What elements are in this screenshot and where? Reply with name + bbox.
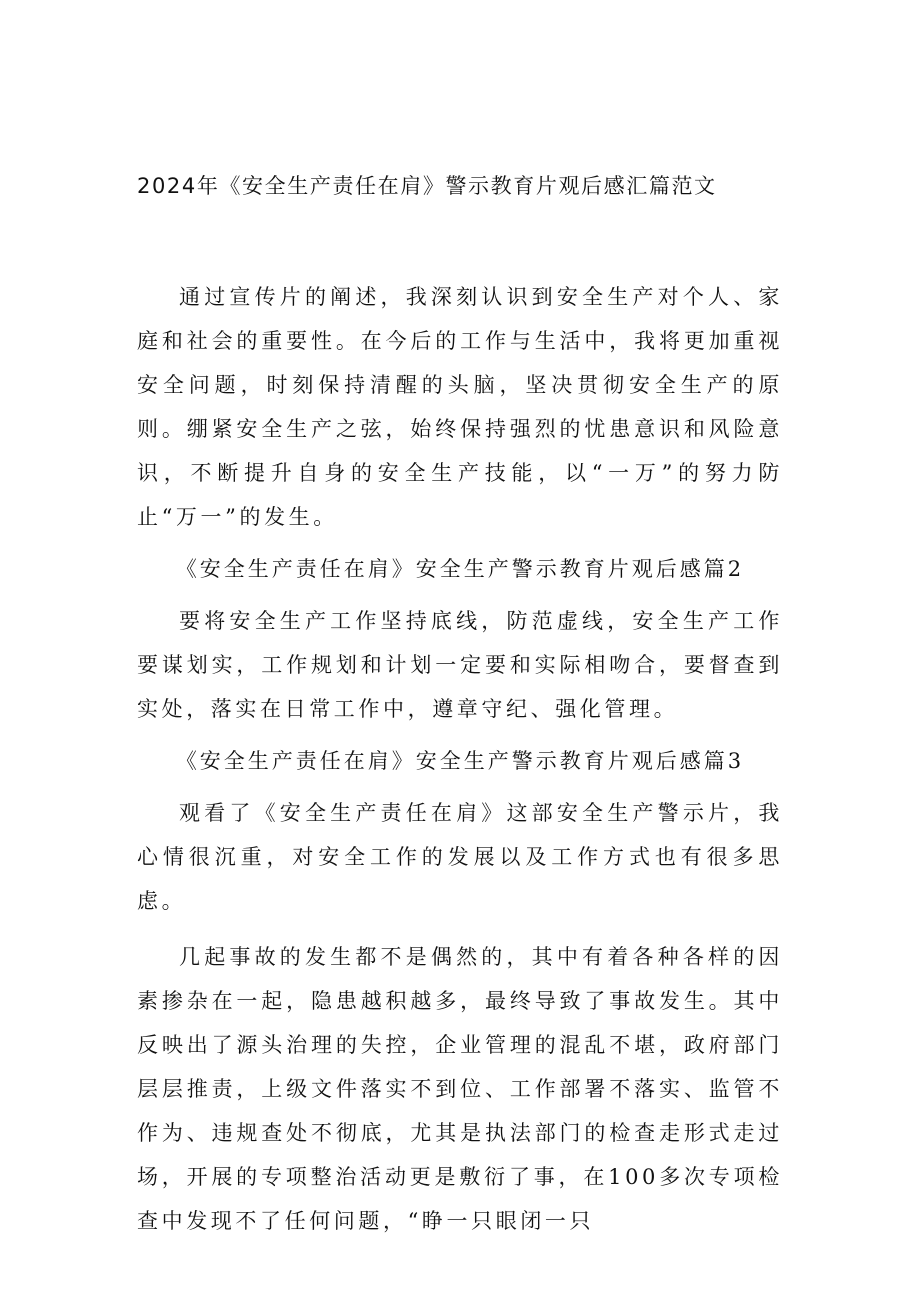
section-heading-2: 《安全生产责任在肩》安全生产警示教育片观后感篇2 — [175, 557, 745, 581]
paragraph-1: 通过宣传片的阐述，我深刻认识到安全生产对个人、家庭和社会的重要性。在今后的工作与生活中，我将更加重视安全问题，时刻保持清醒的头脑，坚决贯彻安全生产的原则。绷紧安全生产之弦，始终保持强烈的忧患意识和风险意识，不断提升自身的安全生产技能，以“一万”的努力防止“万一”的发生。 — [137, 285, 783, 529]
paragraph-4: 几起事故的发生都不是偶然的，其中有着各种各样的因素掺杂在一起，隐患越积越多，最终导致了事故发生。其中反映出了源头治理的失控，企业管理的混乱不堪，政府部门层层推责，上级文件落实不到位、工作部署不落实、监管不作为、违规查处不彻底，尤其是执法部门的检查走形式走过场，开展的专项整治活动更是敷衍了事，在100多次专项检查中发现不了任何问题，“睁一只眼闭一只 — [137, 945, 783, 1233]
section-heading-3: 《安全生产责任在肩》安全生产警示教育片观后感篇3 — [175, 749, 745, 773]
document-title: 2024年《安全生产责任在肩》警示教育片观后感汇篇范文 — [137, 174, 717, 198]
paragraph-2: 要将安全生产工作坚持底线，防范虚线，安全生产工作要谋划实，工作规划和计划一定要和实际相吻合，要督查到实处，落实在日常工作中，遵章守纪、强化管理。 — [137, 609, 783, 721]
document-body — [137, 275, 783, 1243]
paragraph-3: 观看了《安全生产责任在肩》这部安全生产警示片，我心情很沉重，对安全工作的发展以及工作方式也有很多思虑。 — [137, 801, 783, 913]
